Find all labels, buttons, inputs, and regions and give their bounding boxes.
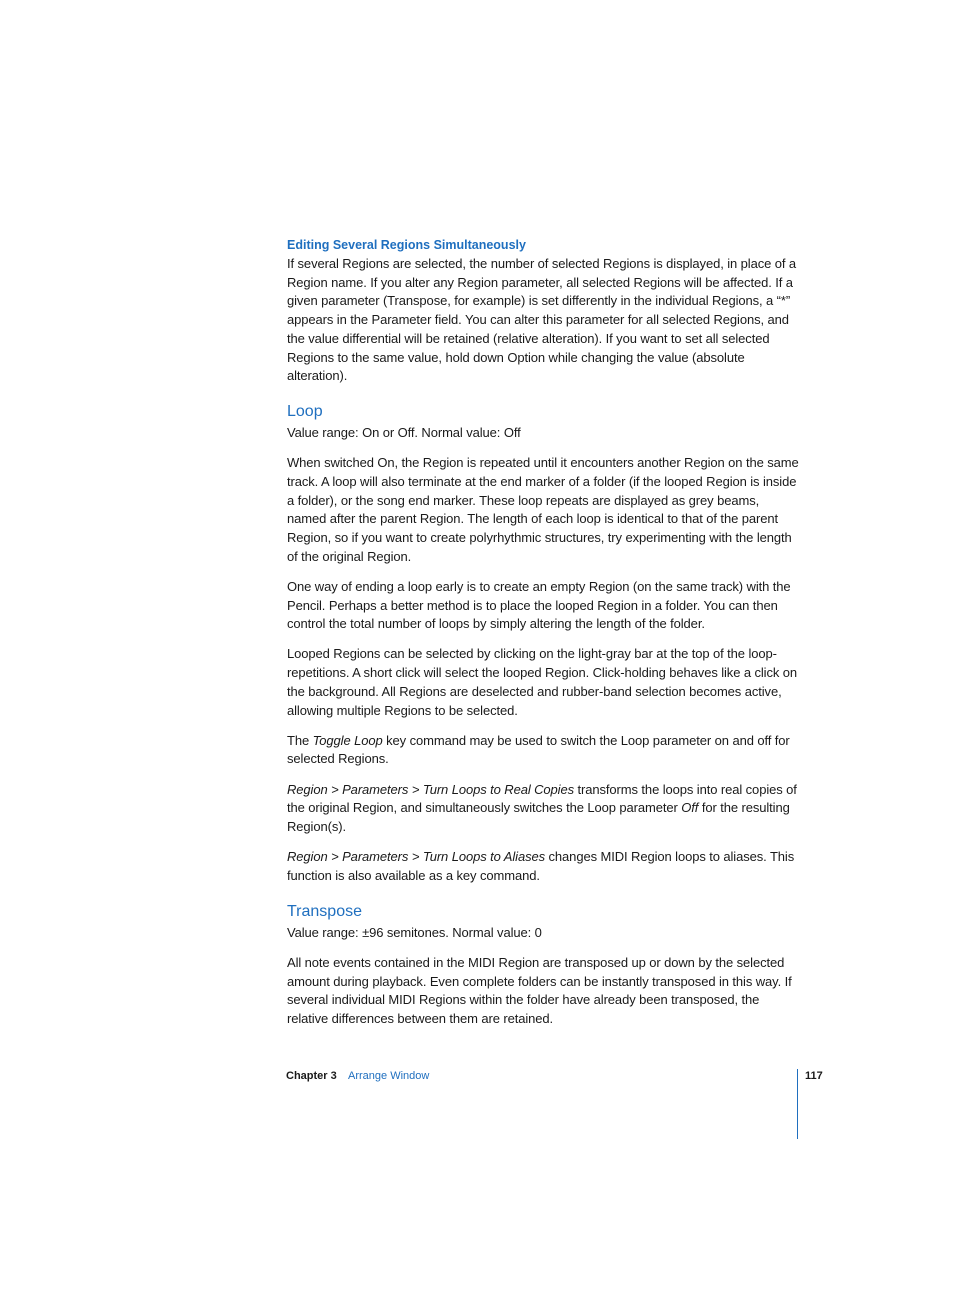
loop-p6-post: changes MIDI Region loops to aliases. This function is also available as a key command. <box>287 849 795 883</box>
menu-path-aliases: Region > Parameters > Turn Loops to Aliases <box>287 849 546 865</box>
transpose-value-range: Value range: ±96 semitones. Normal value: 0 <box>287 924 542 940</box>
loop-paragraph-6 <box>287 848 799 885</box>
section-title-loop: Loop <box>287 402 323 420</box>
section-title-transpose: Transpose <box>287 902 362 920</box>
loop-paragraph-3: Looped Regions can be selected by clicking on the light-gray bar at the top of the loop-repetitions. A short click will select the looped Region. Click-holding behaves like a click on the background. All Regions are deselected and rubber-band selection becomes active, allowing multiple Regions to be selected. <box>287 646 798 718</box>
loop-value-range: Value range: On or Off. Normal value: Off <box>287 424 521 440</box>
loop-p5-mid: transforms the loops into real copies of the original Region, and simultaneously switches the Loop parameter <box>287 781 797 816</box>
toggle-loop-command: Toggle Loop <box>312 732 383 748</box>
loop-p4-post: key command may be used to switch the Loop parameter on and off for selected Regions. <box>287 732 790 767</box>
off-value: Off <box>681 800 699 816</box>
footer-section-name: Arrange Window <box>348 1070 430 1082</box>
footer-chapter: Chapter 3 <box>286 1070 337 1082</box>
editing-body: If several Regions are selected, the number of selected Regions is displayed, in place of a Region name. If you alter any Region parameter, all selected Regions will be affected. If a given parameter (Transpose, for example) is set differently in the individual Regions, a “*” appears in the Parameter field. You can alter this parameter for all selected Regions, and the value differential will be retained (relative alteration). If you want to set all selected Regions to the same value, hold down Option while changing the value (absolute alteration). <box>287 256 797 384</box>
loop-paragraph-1: When switched On, the Region is repeated until it encounters another Region on the same track. A loop will also terminate at the end marker of a folder (if the looped Region is inside a folder), or the song end marker. These loop repeats are displayed as grey beams, named after the parent Region. The length of each loop is identical to that of the parent Region, so if you want to create polyrhythmic structures, try experimenting with the length of the original Region. <box>287 455 799 564</box>
footer-divider <box>797 1069 798 1139</box>
loop-paragraph-2: One way of ending a loop early is to create an empty Region (on the same track) with the Pencil. Perhaps a better method is to place the looped Region in a folder. You can then control the total number of loops by simply altering the length of the folder. <box>287 578 791 632</box>
transpose-paragraph-1: All note events contained in the MIDI Region are transposed up or down by the selected amount during playback. Even complete folders can be instantly transposed in this way. If several individual MIDI Regions within the folder have already been transposed, the relative differences between them are retained. <box>287 954 792 1026</box>
loop-p4-pre: The <box>287 732 313 748</box>
loop-p5-post: for the resulting Region(s). <box>287 800 790 835</box>
loop-paragraph-5 <box>287 781 799 837</box>
loop-paragraph-4 <box>287 732 799 769</box>
page-number: 117 <box>805 1070 823 1082</box>
subsection-title-editing: Editing Several Regions Simultaneously <box>287 238 526 252</box>
menu-path-real-copies: Region > Parameters > Turn Loops to Real Copies <box>287 781 574 797</box>
page-content <box>287 236 799 1040</box>
